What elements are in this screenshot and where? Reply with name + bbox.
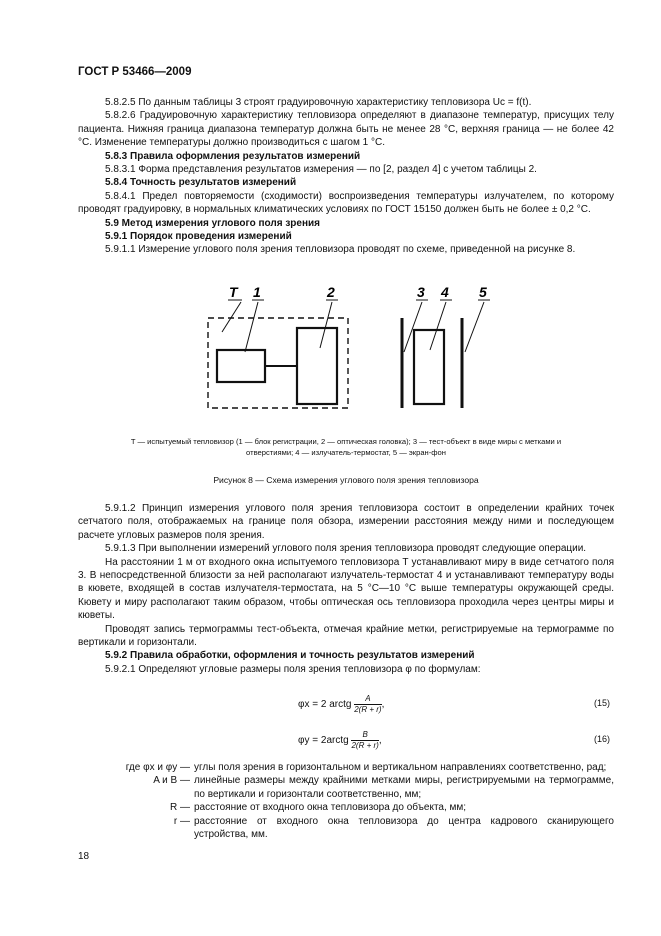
heading-584: 5.8.4 Точность результатов измерений xyxy=(105,177,297,189)
equation-number-16: (16) xyxy=(594,734,611,744)
document-header: ГОСТ Р 53466—2009 xyxy=(78,66,192,78)
definition-row xyxy=(78,761,614,774)
figure-caption-line1: T — испытуемый тепловизор (1 — блок регистрации, 2 — оптическая головка); 3 — тест-объект в виде миры с метками и xyxy=(130,437,562,446)
page-number: 18 xyxy=(78,851,90,862)
text-block-top xyxy=(78,96,614,257)
figure-8-diagram xyxy=(0,280,661,440)
label-5: 5 xyxy=(479,284,487,300)
definition-list xyxy=(78,761,614,841)
definition-row xyxy=(78,815,614,842)
formula-15-numerator: A xyxy=(354,694,381,705)
figure-caption-line2: отверстиями; 4 — излучатель-термостат, 5 — экран-фон xyxy=(246,448,446,457)
formula-15-comma: , xyxy=(381,699,385,711)
paragraph-5913: 5.9.1.3 При выполнении измерений углового поля зрения тепловизора проводят следующие операции. xyxy=(105,543,587,555)
paragraph-distance: На расстоянии 1 м от входного окна испытуемого тепловизора Т устанавливают миру в виде сетчатого поля 3. В непосредственной близости за ней располагают излучатель-термостат 4 и устанавливают температуру воды в кювете, входящей в состав излучателя-термостата, на 5 °C—10 °C выше температуры окружающей среды. Кювету и миру располагают таким образом, чтобы оптическая ось тепловизора проходила через центры миры и кюветы. xyxy=(78,556,614,622)
formula-15 xyxy=(298,694,384,715)
paragraph-5831: 5.8.3.1 Форма представления результатов измерения — по [2, раздел 4] с учетом таблицы 2. xyxy=(105,164,537,176)
text-block-middle xyxy=(78,502,614,676)
formula-16-denominator: 2(R + r) xyxy=(351,741,379,750)
label-2: 2 xyxy=(327,284,335,300)
paragraph-5912: 5.9.1.2 Принцип измерения углового поля зрения тепловизора состоит в определении крайних точек сетчатого поля, отображаемых на границе поля обзора, измерении расстояния между ними и последующем расчете угловых размеров поля зрения. xyxy=(78,503,614,541)
heading-59: 5.9 Метод измерения углового поля зрения xyxy=(105,217,320,229)
heading-583: 5.8.3 Правила оформления результатов измерений xyxy=(105,150,361,162)
paragraph-5825: 5.8.2.5 По данным таблицы 3 строят градуировочную характеристику тепловизора Uc = f(t). xyxy=(105,97,532,108)
label-4: 4 xyxy=(441,284,449,300)
paragraph-5911: 5.9.1.1 Измерение углового поля зрения тепловизора проводят по схеме, приведенной на рисунке 8. xyxy=(105,244,576,256)
definition-term: r — xyxy=(173,815,190,827)
formula-16-comma: , xyxy=(378,735,382,747)
definition-term: R — xyxy=(170,802,190,814)
definition-term: A и B — xyxy=(153,775,190,787)
optical-head xyxy=(297,328,337,404)
label-3: 3 xyxy=(417,284,425,300)
formula-15-denominator: 2(R + r) xyxy=(354,705,382,714)
registration-unit xyxy=(217,350,265,382)
heading-591: 5.9.1 Порядок проведения измерений xyxy=(105,231,292,243)
paragraph-5826: 5.8.2.6 Градуировочную характеристику тепловизора определяют в диапазоне температур, присущих телу пациента. Нижняя граница диапазона температур должна быть не менее 28 °C, верхняя граница — не более 42 °C. Изменение температуры должно производиться с шагом 1 °C. xyxy=(78,110,614,149)
tested-thermal-imager xyxy=(208,318,348,408)
label-1: 1 xyxy=(253,284,261,300)
formula-16-numerator: B xyxy=(351,730,378,741)
figure-title: Рисунок 8 — Схема измерения углового поля зрения тепловизора xyxy=(213,475,479,485)
formula-15-fraction xyxy=(354,694,381,715)
definition-row xyxy=(78,801,614,814)
emitter-thermostat xyxy=(414,330,444,404)
label-T: T xyxy=(229,284,238,300)
formula-16-lhs: φy = 2arctg xyxy=(298,735,349,747)
figure-caption xyxy=(78,436,614,458)
formula-16-fraction xyxy=(351,730,378,751)
definition-desc: расстояние от входного окна тепловизора до центра кадрового сканирующего устройства, мм. xyxy=(194,815,614,841)
definition-row xyxy=(78,774,614,801)
definition-term: где φx и φy — xyxy=(125,762,190,773)
heading-592: 5.9.2 Правила обработки, оформления и точность результатов измерений xyxy=(105,650,475,662)
equation-number-15: (15) xyxy=(594,698,611,708)
formula-16 xyxy=(298,730,382,751)
definition-desc: расстояние от входного окна тепловизора до объекта, мм; xyxy=(194,802,467,814)
definition-desc: углы поля зрения в горизонтальном и вертикальном направлениях соответственно, рад; xyxy=(194,762,607,773)
formula-15-lhs: φx = 2 arctg xyxy=(298,699,352,711)
paragraph-5841: 5.8.4.1 Предел повторяемости (сходимости) воспроизведения температуры излучателем, по которому проводят градуировку, в нормальных климатических условиях по ГОСТ 15150 должен быть не более ± 0,2 °C. xyxy=(78,190,614,216)
definition-desc: линейные размеры между крайними метками миры, регистрируемыми на термограмме, по вертикали и горизонтали соответственно, мм; xyxy=(194,775,614,800)
paragraph-5921: 5.9.2.1 Определяют угловые размеры поля зрения тепловизора φ по формулам: xyxy=(105,663,481,675)
paragraph-record: Проводят запись термограммы тест-объекта, отмечая крайние метки, регистрируемые на термограмме по вертикали и горизонтали. xyxy=(78,623,614,649)
